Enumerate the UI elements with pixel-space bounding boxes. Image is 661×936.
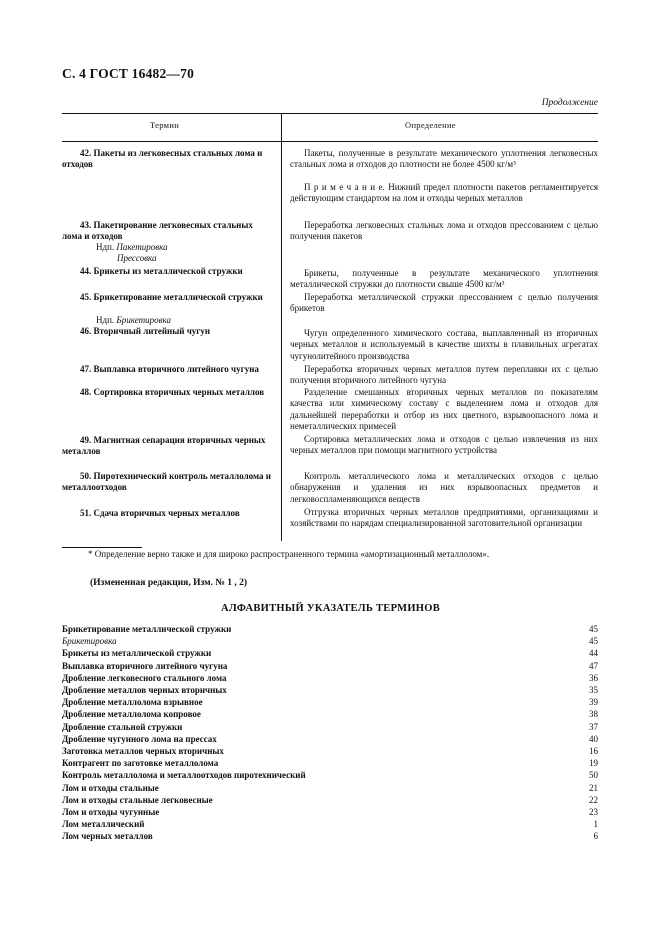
table-row-term: 43. Пакетирование легковесных стальных лома и отходов <box>62 220 253 242</box>
table-row-term: 48. Сортировка вторичных черных металлов <box>80 387 265 397</box>
column-header-definition: Определение <box>405 120 456 130</box>
index-entry-term: Дробление металлолома взрывное <box>62 697 203 708</box>
table-row-definition: Сортировка металлических лома и отходов с целью извлечения из них черных металлов при помощи магнитного устройства <box>290 434 598 456</box>
index-entry <box>62 660 598 672</box>
index-entry-number: 6 <box>593 831 598 842</box>
table-row-definition: Переработка металлической стружки прессованием с целью получения брикетов <box>290 292 598 314</box>
index-entry-number: 45 <box>589 636 598 647</box>
table-row-definition: Контроль металлического лома и металлических отходов с целью обнаружения и удаления из них взрывоопасных предметов и легковоспламеняющихся веществ <box>290 471 598 504</box>
index-entry-term: Дробление металлов черных вторичных <box>62 685 227 695</box>
table-row-nonpreferred: Ндп. Брикетировка <box>96 315 171 325</box>
table-row-definition: Брикеты, полученные в результате механического уплотнения металлической стружки до плотности свыше 4500 кг/м³ <box>290 268 598 290</box>
table-row-definition: Переработка легковесных стальных лома и отходов прессованием с целью получения пакетов <box>290 220 598 242</box>
table-row-term: 46. Вторичный литейный чугун <box>80 326 211 336</box>
index-entry <box>62 794 598 806</box>
index-entry-term: Заготовка металлов черных вторичных <box>62 746 224 756</box>
index-entry <box>62 769 598 781</box>
index-title: АЛФАВИТНЫЙ УКАЗАТЕЛЬ ТЕРМИНОВ <box>220 603 441 614</box>
table-row-nonpreferred: Прессовка <box>117 253 157 263</box>
index-entry-term: Брикетирование металлической стружки <box>62 624 232 634</box>
index-entry <box>62 647 598 659</box>
footnote-rule <box>62 547 142 548</box>
index-entry <box>62 672 598 684</box>
index-entry-term: Лом и отходы чугунные <box>62 807 160 817</box>
index-entry-term: Контрагент по заготовке металлолома <box>62 758 219 769</box>
index-entry-number: 44 <box>589 648 598 659</box>
index-entry <box>62 684 598 696</box>
index-entry <box>62 806 598 818</box>
table-row-definition: Отгрузка вторичных черных металлов предприятиями, организациями и хозяйствами по нарядам специализированной заготовительной организации <box>290 507 598 529</box>
index-entry-term: Выплавка вторичного литейного чугуна <box>62 660 228 671</box>
index-entry <box>62 757 598 769</box>
index-entry-number: 40 <box>589 733 598 744</box>
index-entry <box>62 696 598 708</box>
index-entry <box>62 635 598 647</box>
index-entry <box>62 745 598 757</box>
table-head-rule <box>62 141 598 142</box>
table-row-definition: Чугун определенного химического состава, выплавленный из вторичных черных металлов и используемый в качестве шихты в плавильных агрегатах чугунолитейного производства <box>290 328 598 361</box>
index-entry <box>62 818 598 830</box>
index-entry-term: Дробление чугунного лома на прессах <box>62 733 217 744</box>
index-entry <box>62 782 598 794</box>
index-entry-number: 39 <box>589 697 598 708</box>
index-entry <box>62 623 598 635</box>
table-row-term: 45. Брикетирование металлической стружки <box>80 292 263 302</box>
index-entry-number: 16 <box>589 746 598 756</box>
table-column-divider <box>281 113 282 541</box>
index-entry-term: Брикетировка <box>62 636 117 647</box>
index-entry-term: Лом металлический <box>62 819 145 830</box>
index-entry-number: 35 <box>589 685 598 695</box>
index-entry-number: 1 <box>593 819 598 830</box>
index-entry-number: 23 <box>589 807 598 817</box>
index-entry-number: 50 <box>589 770 598 781</box>
index-entry-term: Лом и отходы стальные легковесные <box>62 794 213 805</box>
index-entry <box>62 721 598 733</box>
table-row-definition: Разделение смешанных вторичных черных металлов по показателям качества или химическому составу с выделением лома и отходов для дальнейшей переработки и отбор из них цветного, взрывоопасного лома и неметаллических примесей <box>290 387 598 431</box>
amendment-note: (Измененная редакция, Изм. № 1 , 2) <box>90 578 248 588</box>
table-row-definition: Переработка вторичных черных металлов путем переплавки их с целью получения вторичного литейного чугуна <box>290 364 598 386</box>
table-row-term: 51. Сдача вторичных черных металлов <box>80 508 240 518</box>
table-top-rule <box>62 113 598 114</box>
index-entry-term: Брикеты из металлической стружки <box>62 648 212 659</box>
table-row-note: П р и м е ч а н и е. Нижний предел плотности пакетов регламентируется действующим стандартом на лом и отходы черных металлов <box>290 182 598 204</box>
column-header-term: Термин <box>150 120 180 130</box>
index-entry-term: Лом черных металлов <box>62 831 153 842</box>
index-entry-number: 21 <box>589 782 598 793</box>
index-entry-term: Контроль металлолома и металлоотходов пиротехнический <box>62 770 306 781</box>
index-entry-term: Дробление стальной стружки <box>62 721 183 732</box>
table-row-term: 47. Выплавка вторичного литейного чугуна <box>80 364 259 374</box>
footnote: * Определение верно также и для широко распространенного термина «амортизационный металлолом». <box>88 549 490 559</box>
table-row-term: 42. Пакеты из легковесных стальных лома и отходов <box>62 148 263 170</box>
page-header-title: С. 4 ГОСТ 16482—70 <box>62 66 195 81</box>
index-entry-number: 22 <box>589 794 598 805</box>
index-entry-number: 45 <box>589 624 598 634</box>
index-entry <box>62 830 598 842</box>
table-row-term: 49. Магнитная сепарация вторичных черных металлов <box>62 435 266 457</box>
index-entry <box>62 733 598 745</box>
continuation-label: Продолжение <box>541 98 598 108</box>
table-row-term: 50. Пиротехнический контроль металлолома и металлоотходов <box>62 471 271 493</box>
index-entry <box>62 708 598 720</box>
table-row-nonpreferred: Ндп. Пакетировка <box>96 242 168 252</box>
table-row-definition: Пакеты, полученные в результате механического уплотнения легковесных стальных лома и отходов до плотности не более 4500 кг/м³ <box>290 148 598 170</box>
index-entry-term: Дробление металлолома копровое <box>62 709 201 720</box>
index-entry-term: Лом и отходы стальные <box>62 782 159 793</box>
table-row-term: 44. Брикеты из металлической стружки <box>80 266 243 276</box>
index-entry-number: 47 <box>589 660 598 671</box>
index-entry-number: 36 <box>589 672 598 683</box>
index-entry-number: 37 <box>589 721 598 732</box>
index-entry-number: 19 <box>589 758 598 769</box>
index-entry-number: 38 <box>589 709 598 720</box>
index-entry-term: Дробление легковесного стального лома <box>62 672 227 683</box>
